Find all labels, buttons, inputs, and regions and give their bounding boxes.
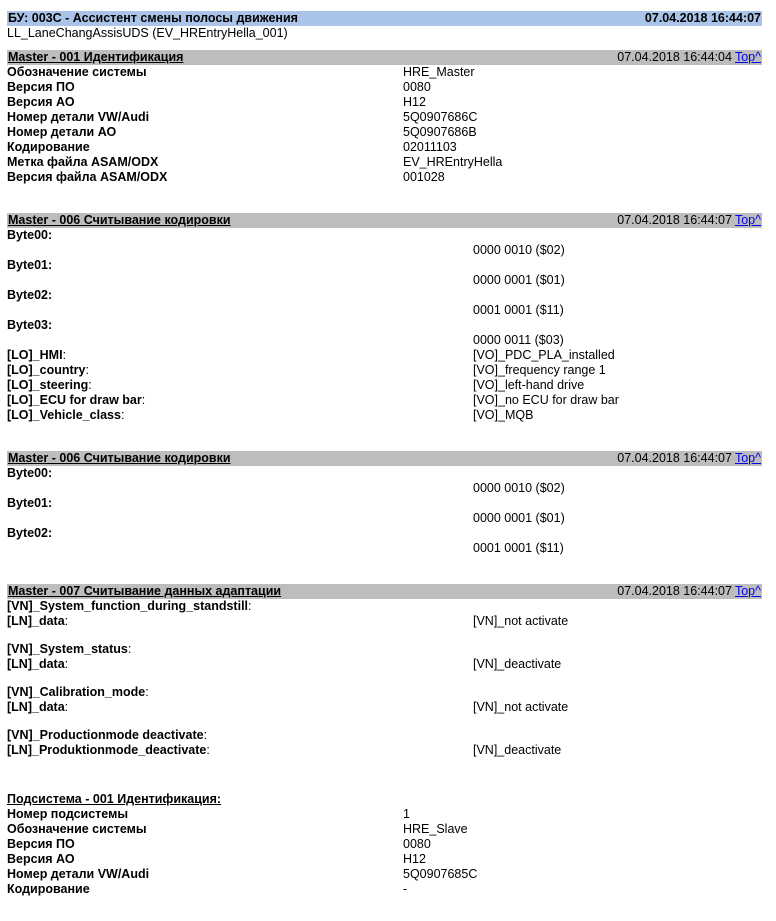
adapt-value: [VN]_not activate <box>473 700 569 714</box>
adapt-colon: : <box>206 743 210 757</box>
row-value: 02011103 <box>403 140 457 154</box>
adapt-value: [VN]_deactivate <box>473 657 562 671</box>
subsystem-title: Подсистема - 001 Идентификация: <box>7 792 222 806</box>
byte-value: 0001 0001 ($11) <box>473 303 564 317</box>
top-link[interactable]: Top^ <box>734 50 761 64</box>
adapt-data-row <box>7 700 762 715</box>
row-value: 0080 <box>403 837 431 851</box>
option-label: [LO]_HMI <box>7 348 63 362</box>
byte-value: 0000 0001 ($01) <box>473 273 565 287</box>
section-datetime: 07.04.2018 16:44:07 <box>617 213 732 227</box>
byte-label: Byte01: <box>7 496 53 510</box>
byte-value: 0000 0010 ($02) <box>473 243 565 257</box>
adapt-value: [VN]_deactivate <box>473 743 562 757</box>
adapt-data-label: [LN]_data <box>7 657 65 671</box>
row-value: 0080 <box>403 80 431 94</box>
row-value: HRE_Slave <box>403 822 468 836</box>
ident-row <box>7 80 762 95</box>
ecu-title: БУ: 003C - Ассистент смены полосы движения <box>8 11 298 25</box>
section-datetime: 07.04.2018 16:44:07 <box>617 451 732 465</box>
adapt-data-label: [LN]_data <box>7 614 65 628</box>
group-spacer <box>7 672 762 685</box>
adapt-colon: : <box>203 728 208 742</box>
adapt-data-row <box>7 743 762 758</box>
adaptation-section <box>7 584 762 758</box>
adapt-channel-name: [VN]_Productionmode deactivate <box>7 728 204 742</box>
adapt-data-row <box>7 657 762 672</box>
section-header <box>7 50 762 65</box>
coding-option-row <box>7 348 762 363</box>
ident-row <box>7 95 762 110</box>
adapt-channel-name: [VN]_System_function_during_standstill <box>7 599 249 613</box>
subsystem-section <box>7 792 762 897</box>
top-link[interactable]: Top^ <box>734 584 761 598</box>
group-spacer <box>7 715 762 728</box>
row-label: Номер детали VW/Audi <box>7 110 150 124</box>
byte-label: Byte01: <box>7 258 53 272</box>
option-label: [LO]_ECU for draw bar <box>7 393 142 407</box>
adapt-colon: : <box>64 700 69 714</box>
byte-value-row <box>7 333 762 348</box>
group-spacer <box>7 629 762 642</box>
row-label: Метка файла ASAM/ODX <box>7 155 159 169</box>
adapt-channel-row <box>7 642 762 657</box>
option-colon: : <box>85 363 89 377</box>
row-value: H12 <box>403 852 426 866</box>
ident-row <box>7 110 762 125</box>
row-label: Версия файла ASAM/ODX <box>7 170 168 184</box>
option-colon: : <box>120 408 125 422</box>
ident-row <box>7 155 762 170</box>
section-header <box>7 213 762 228</box>
adapt-data-label: [LN]_Produktionmode_deactivate <box>7 743 207 757</box>
coding-option-row <box>7 408 762 423</box>
adapt-colon: : <box>248 599 252 613</box>
ecu-title-bar <box>7 11 762 26</box>
ecu-subtitle: LL_LaneChangAssisUDS (EV_HREntryHella_001) <box>7 26 288 40</box>
ident-row <box>7 140 762 155</box>
section-title: Master - 007 Считывание данных адаптации <box>8 584 282 598</box>
section-header <box>7 451 762 466</box>
ident-row <box>7 852 762 867</box>
row-label: Версия АО <box>7 852 75 866</box>
row-value: 001028 <box>403 170 445 184</box>
coding-section-1 <box>7 213 762 423</box>
row-label: Номер детали АО <box>7 125 117 139</box>
row-value: HRE_Master <box>403 65 475 79</box>
adapt-colon: : <box>127 642 132 656</box>
byte-value-row <box>7 303 762 318</box>
row-label: Номер подсистемы <box>7 807 129 821</box>
option-colon: : <box>141 393 146 407</box>
ident-section <box>7 50 762 185</box>
byte-label: Byte00: <box>7 466 53 480</box>
adapt-value: [VN]_not activate <box>473 614 569 628</box>
adapt-channel-row <box>7 728 762 743</box>
option-label: [LO]_steering <box>7 378 89 392</box>
adapt-data-row <box>7 614 762 629</box>
row-label: Обозначение системы <box>7 822 147 836</box>
coding-option-row <box>7 378 762 393</box>
option-label: [LO]_country <box>7 363 86 377</box>
ident-row <box>7 867 762 882</box>
adapt-colon: : <box>64 614 69 628</box>
section-datetime: 07.04.2018 16:44:04 <box>617 50 732 64</box>
row-label: Версия ПО <box>7 837 75 851</box>
row-value: 1 <box>403 807 410 821</box>
ident-row <box>7 65 762 80</box>
row-label: Кодирование <box>7 140 90 154</box>
adapt-channel-name: [VN]_System_status <box>7 642 128 656</box>
adapt-data-label: [LN]_data <box>7 700 65 714</box>
top-link[interactable]: Top^ <box>734 213 761 227</box>
option-value: [VO]_MQB <box>473 408 534 422</box>
ident-row <box>7 882 762 897</box>
byte-value-row <box>7 511 762 526</box>
option-colon: : <box>88 378 92 392</box>
adapt-channel-name: [VN]_Calibration_mode <box>7 685 146 699</box>
byte-value: 0001 0001 ($11) <box>473 541 564 555</box>
section-title: Master - 001 Идентификация <box>8 50 184 64</box>
byte-label: Byte00: <box>7 228 53 242</box>
option-value: [VO]_PDC_PLA_installed <box>473 348 615 362</box>
option-value: [VO]_no ECU for draw bar <box>473 393 619 407</box>
byte-label: Byte03: <box>7 318 53 332</box>
row-value: 5Q0907686B <box>403 125 477 139</box>
report <box>7 11 762 897</box>
option-label: [LO]_Vehicle_class <box>7 408 121 422</box>
adapt-channel-row <box>7 685 762 700</box>
row-label: Версия АО <box>7 95 75 109</box>
byte-value-row <box>7 243 762 258</box>
byte-value: 0000 0011 ($03) <box>473 333 564 347</box>
ident-row <box>7 125 762 140</box>
row-label: Версия ПО <box>7 80 75 94</box>
row-label: Кодирование <box>7 882 90 896</box>
coding-option-row <box>7 363 762 378</box>
byte-value: 0000 0010 ($02) <box>473 481 565 495</box>
section-title: Master - 006 Считывание кодировки <box>8 213 231 227</box>
byte-label: Byte02: <box>7 288 53 302</box>
ident-row <box>7 837 762 852</box>
ecu-datetime: 07.04.2018 16:44:07 <box>644 11 761 25</box>
adapt-channel-row <box>7 599 762 614</box>
option-value: [VO]_frequency range 1 <box>473 363 606 377</box>
byte-value-row <box>7 541 762 556</box>
section-datetime: 07.04.2018 16:44:07 <box>617 584 732 598</box>
row-value: 5Q0907685C <box>403 867 478 881</box>
top-link[interactable]: Top^ <box>734 451 761 465</box>
byte-value: 0000 0001 ($01) <box>473 511 565 525</box>
row-label: Номер детали VW/Audi <box>7 867 150 881</box>
section-header <box>7 584 762 599</box>
coding-section-2 <box>7 451 762 556</box>
byte-label: Byte02: <box>7 526 53 540</box>
row-label: Обозначение системы <box>7 65 147 79</box>
ident-row <box>7 822 762 837</box>
ident-row <box>7 170 762 185</box>
coding-option-row <box>7 393 762 408</box>
row-value: EV_HREntryHella <box>403 155 503 169</box>
row-value: - <box>403 882 408 896</box>
adapt-colon: : <box>64 657 69 671</box>
byte-value-row <box>7 481 762 496</box>
row-value: 5Q0907686C <box>403 110 478 124</box>
byte-value-row <box>7 273 762 288</box>
adapt-colon: : <box>145 685 149 699</box>
section-title: Master - 006 Считывание кодировки <box>8 451 231 465</box>
ident-row <box>7 807 762 822</box>
row-value: H12 <box>403 95 426 109</box>
option-colon: : <box>62 348 67 362</box>
option-value: [VO]_left-hand drive <box>473 378 585 392</box>
